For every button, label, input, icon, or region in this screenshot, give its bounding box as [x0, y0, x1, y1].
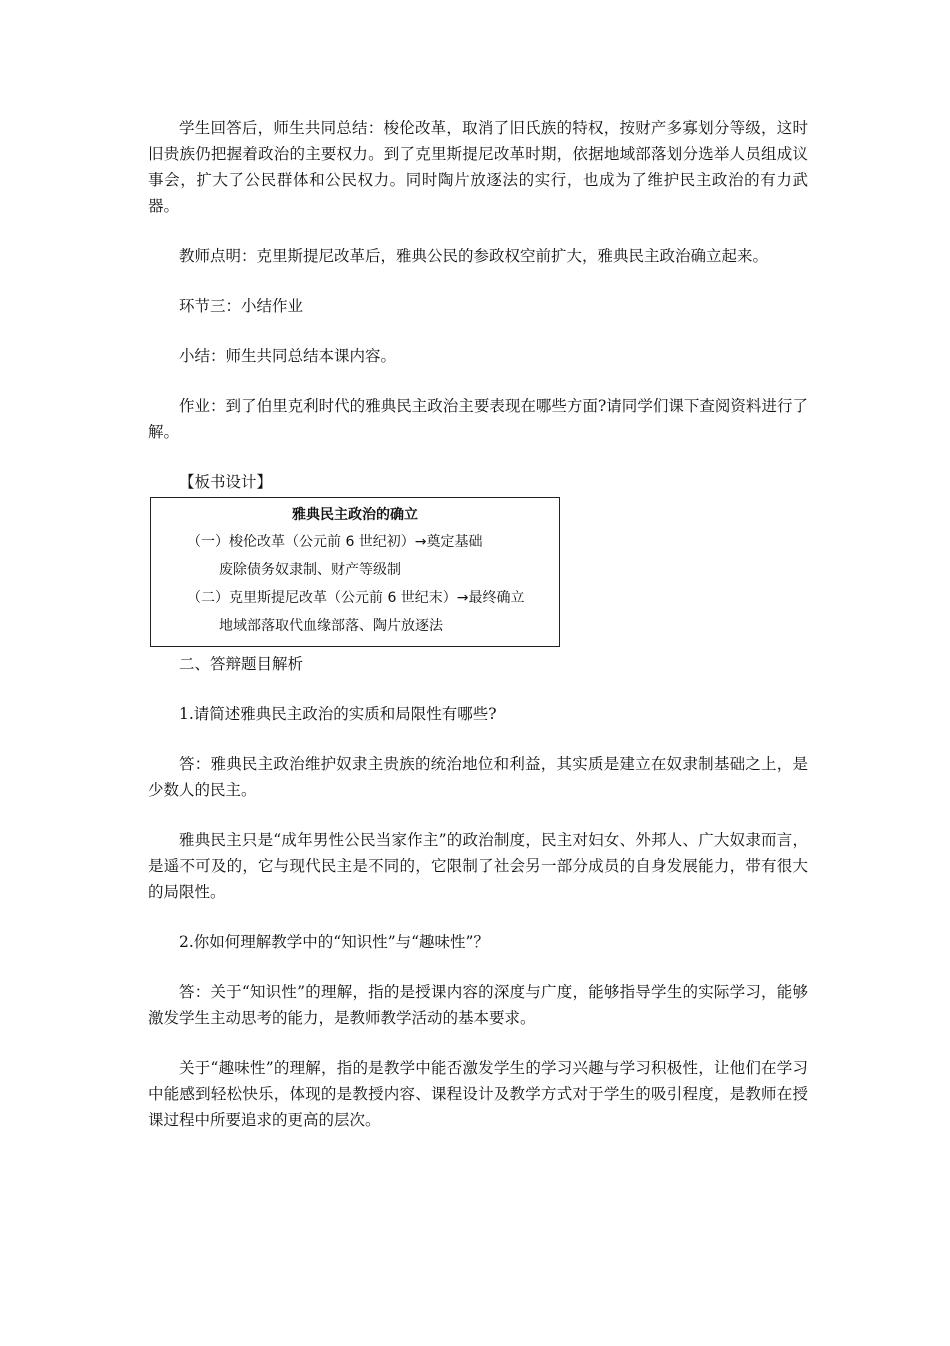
teacher-point-paragraph: 教师点明：克里斯提尼改革后，雅典公民的参政权空前扩大，雅典民主政治确立起来。 — [179, 247, 769, 265]
summary-line: 小结：师生共同总结本课内容。 — [179, 347, 397, 365]
answer-two-part-one: 答：关于“知识性”的理解，指的是授课内容的深度与广度，能够指导学生的实际学习，能够激发学生主动思考的能力，是教师教学活动的基本要求。 — [148, 983, 808, 1027]
board-line-cleisthenes: （二）克里斯提尼改革（公元前 6 世纪末）→最终确立 — [187, 590, 525, 606]
question-two: 2.你如何理解教学中的“知识性”与“趣味性”？ — [179, 933, 489, 951]
board-title: 雅典民主政治的确立 — [292, 507, 418, 523]
board-line-cleisthenes-detail: 地域部落取代血缘部落、陶片放逐法 — [219, 618, 443, 634]
section-two-heading: 二、答辩题目解析 — [179, 655, 304, 673]
board-line-solon-detail: 废除债务奴隶制、财产等级制 — [219, 562, 401, 578]
answer-two-part-two: 关于“趣味性”的理解，指的是教学中能否激发学生的学习兴趣与学习积极性，让他们在学习中能感到轻松快乐，体现的是教授内容、课程设计及教学方式对于学生的吸引程度，是教师在授课过程中所要追求的更高的层次。 — [148, 1059, 808, 1129]
board-design-heading: 【板书设计】 — [179, 473, 273, 491]
document-page — [148, 115, 808, 1133]
homework-paragraph: 作业：到了伯里克利时代的雅典民主政治主要表现在哪些方面?请同学们课下查阅资料进行了解。 — [148, 397, 808, 441]
summary-paragraph: 学生回答后，师生共同总结：梭伦改革，取消了旧氏族的特权，按财产多寡划分等级，这时旧贵族仍把握着政治的主要权力。到了克里斯提尼改革时期，依据地域部落划分选举人员组成议事会，扩大了公民群体和公民权力。同时陶片放逐法的实行，也成为了维护民主政治的有力武器。 — [148, 119, 808, 215]
question-one: 1.请简述雅典民主政治的实质和局限性有哪些? — [179, 705, 497, 723]
board-line-solon: （一）梭伦改革（公元前 6 世纪初）→奠定基础 — [187, 534, 483, 550]
answer-one-part-one: 答：雅典民主政治维护奴隶主贵族的统治地位和利益，其实质是建立在奴隶制基础之上，是少数人的民主。 — [148, 755, 808, 799]
board-design-box — [150, 497, 560, 647]
step-three-heading: 环节三：小结作业 — [179, 297, 304, 315]
answer-one-part-two: 雅典民主只是“成年男性公民当家作主”的政治制度，民主对妇女、外邦人、广大奴隶而言，是遥不可及的，它与现代民主是不同的，它限制了社会另一部分成员的自身发展能力，带有很大的局限性。 — [148, 831, 808, 901]
